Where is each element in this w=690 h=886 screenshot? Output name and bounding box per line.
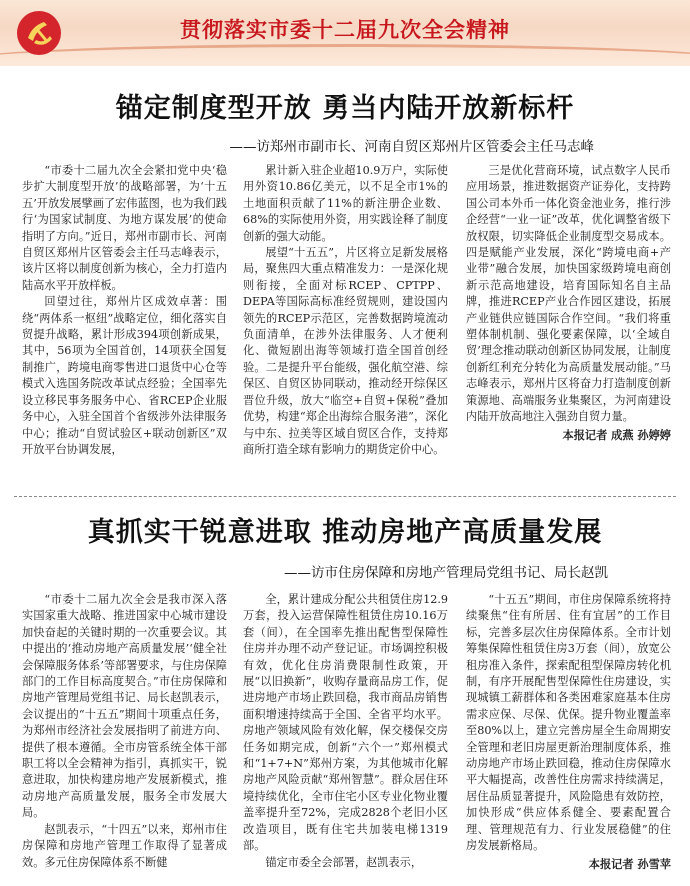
article1-column-3: [466, 163, 671, 444]
article2-column-3: [466, 592, 671, 873]
article2-paragraph: 锚定市委全会部署，赵凯表示，: [265, 855, 423, 869]
article1-paragraph: 展望“十五五”，片区将立足新发展格局，聚焦四大重点精准发力：一是深化规则衔接，全面对标RCEP、CPTPP、DEPA等国际高标准经贸规则，建设国内领先的RCEP示范区，完善数据跨境流动负面清单，在涉外法律服务、人才便利化、微短剧出海等领域打造全国首创经验。二是提升平台能级，强化航空港、综保区、自贸区协同联动，推动经开综保区晋位升级，放大“临空+自贸+保税”叠加优势，构建“郑企出海综合服务港”，深化与中东、拉美等区域自贸区合作，支持郑商所打造全球有影响力的期货定价中心。: [243, 246, 448, 456]
article2-byline: 本报记者 孙雪苹: [588, 857, 671, 871]
section-banner: [0, 0, 690, 66]
article1-subtitle: ——访郑州市副市长、河南自贸区郑州片区管委会主任马志峰: [229, 139, 594, 155]
section-divider: [14, 496, 676, 497]
article1-byline: 本报记者 成燕 孙婷婷: [562, 428, 671, 442]
article1-column-2: [243, 163, 448, 458]
article2-paragraph: 全，累计建成分配公共租赁住房12.9万套，投入运营保障性租赁住房10.16万套（间），在全国率先推出配售型保障性住房并办理不动产登记证。市场调控积极有效，优化住房消费限制性政策，开展“以旧换新”，收购存量商品房工作，促进房地产市场止跌回稳，我市商品房销售面积增速持续高于全国、全省平均水平。房地产领域风险有效化解，保交楼保交房任务如期完成，创新“六个一”郑州模式和“1+7+N”郑州方案，为其他城市化解房地产风险贡献“郑州智慧”。群众居住环境持续优化，全市住宅小区专业化物业覆盖率提升至72%，完成2828个老旧小区改造项目，既有住宅共加装电梯1319部。: [243, 593, 448, 853]
article2-paragraph: 赵凯表示，“十四五”以来，郑州市住房保障和房地产管理工作取得了显著成效。多元住房保障体系不断健: [22, 822, 227, 869]
article2-column-2: [243, 592, 448, 871]
article1-column-1: [22, 163, 227, 458]
article2-paragraph: “市委十二届九次全会是我市深入落实国家重大战略、推进国家中心城市建设加快奋起的关键时期的一次重要会议。其中提出的‘推动房地产高质量发展’‘健全社会保障服务体系’等部署要求，与住房保障部门的工作目标高度契合。”市住房保障和房地产管理局党组书记、局长赵凯表示，会议提出的“十五五”期间十项重点任务，为郑州市经济社会发展指明了前进方向、提供了根本遵循。全市房管系统全体干部职工将以全会精神为指引，真抓实干，锐意进取，加快构建房地产发展新模式，推动房地产高质量发展，服务全市发展大局。: [22, 593, 227, 820]
article1-paragraph: 三是优化营商环境，试点数字人民币应用场景，推进数据资产证券化，支持跨国公司本外币一体化资金池业务，推行涉企经营“一业一证”改革，优化调整省级下放权限，切实降低企业制度型交易成本。四是赋能产业发展，深化“跨境电商+产业带”融合发展，加快国家级跨境电商创新示范高地建设，培育国际知名自主品牌，推进RCEP产业合作园区建设，拓展产业链供应链国际合作空间。“我们将重塑体制机制、强化要素保障，以‘全域自贸’理念推动联动创新区协同发展，让制度创新红利充分转化为高质量发展动能。”马志峰表示，郑州片区将奋力打造制度创新策源地、高端服务业集聚区，为河南建设内陆开放高地注入强劲自贸力量。: [466, 164, 671, 424]
article1-paragraph: 累计新入驻企业超10.9万户，实际使用外资10.86亿美元，以不足全市1%的土地面积贡献了11%的新注册企业数、68%的实际使用外资，用实践诠释了制度创新的强大动能。: [243, 164, 448, 243]
article1-paragraph: “市委十二届九次全会紧扣党中央‘稳步扩大制度型开放’的战略部署，为‘十五五’开放发展擘画了宏伟蓝图，也为我们践行‘为国家试制度、为地方谋发展’的使命指明了方向。”近日，郑州市副市长、河南自贸区郑州片区管委会主任马志峰表示，该片区将以制度创新为核心，全力打造内陆高水平开放样板。: [22, 164, 227, 292]
article2-column-1: [22, 592, 227, 871]
article2-paragraph: “十五五”期间，市住房保障系统将持续聚焦“住有所居、住有宜居”的工作目标，完善多层次住房保障体系。全市计划筹集保障性租赁住房3万套（间），放宽公租房准入条件，探索配租型保障房转化机制，有序开展配售型保障性住房建设，实现城镇工薪群体和各类困难家庭基本住房需求应保、尽保、优保。提升物业覆盖率至80%以上，建立完善房屋全生命周期安全管理和老旧房屋更新治理制度体系，推动房地产市场止跌回稳，推动住房保障水平大幅提高，改善性住房需求持续满足，居住品质显著提升，风险隐患有效防控，加快形成“供应体系健全、要素配置合理、管理规范有力、行业发展稳健”的住房发展新格局。: [466, 593, 671, 853]
article2-subtitle: ——访市住房保障和房地产管理局党组书记、局长赵凯: [284, 565, 608, 581]
article1-paragraph: 回望过往，郑州片区成效卓著：围绕“两体系一枢纽”战略定位，细化落实自贸提升战略，累计形成394项创新成果，其中，56项为全国首创，14项获全国复制推广，跨境电商零售进口退货中心仓等模式入选国务院改革试点经验；全国率先设立移民事务服务中心、省RCEP企业服务中心，入驻全国首个省级涉外法律服务中心；推动“自贸试验区+联动创新区”双开放平台协调发展，: [22, 295, 227, 456]
article1-headline: 锚定制度型开放 勇当内陆开放新标杆: [115, 93, 575, 124]
banner-title: 贯彻落实市委十二届九次全会精神: [180, 18, 510, 42]
article2-headline: 真抓实干锐意进取 推动房地产高质量发展: [87, 517, 603, 548]
